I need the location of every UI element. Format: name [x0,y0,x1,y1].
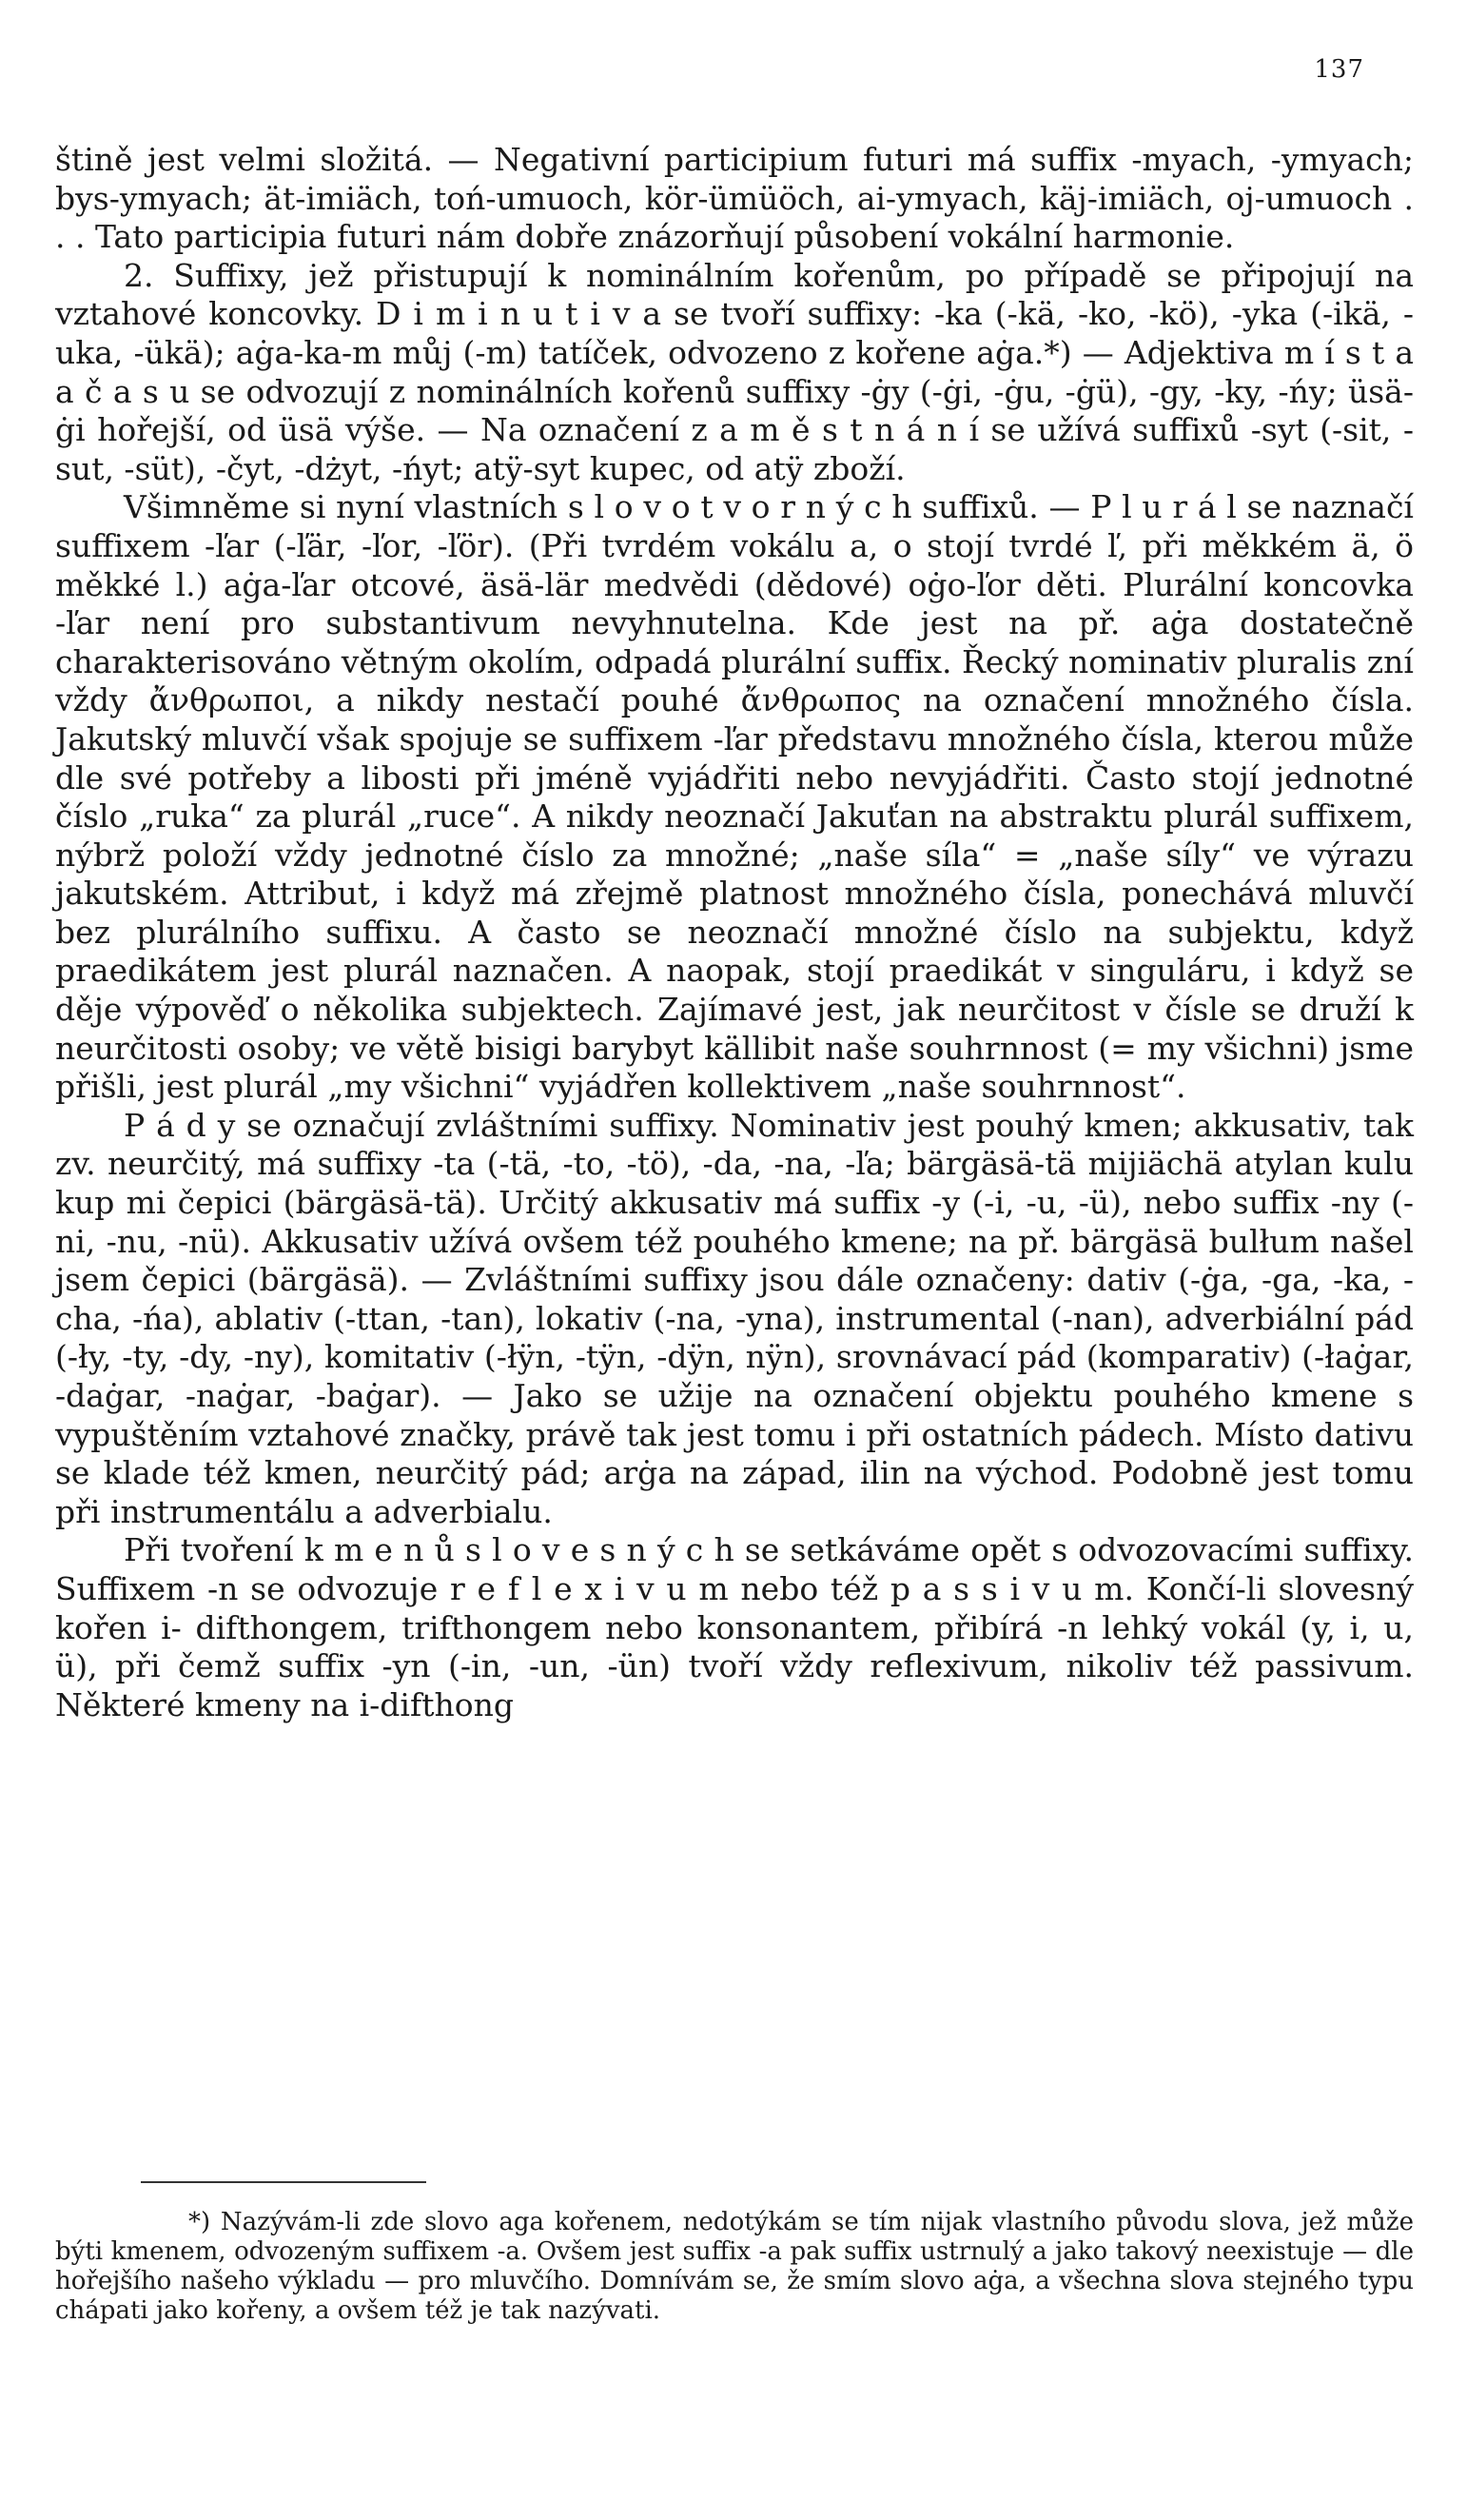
page-number: 137 [1314,55,1364,84]
paragraph-4: P á d y se označují zvláštními suffixy. Nominativ jest pouhý kmen; akkusativ, tak zv. neurčitý, má suffixy -ta (-tä, -to, -tö), -da, -na, -ľa; bärgäsä-tä mijiächä atylan kulu kup mi čepici (bärgäsä-tä). Určitý akkusativ má suffix -y (-i, -u, -ü), nebo suffix -ny (-ni, -nu, -nü). Akkusativ užívá ovšem též pouhého kmene; na př. bärgäsä bulłum našel jsem čepici (bärgäsä). — Zvláštními suffixy jsou dále označeny: dativ (-ġa, -ga, -ka, -cha, -ńa), ablativ (-ttan, -tan), lokativ (-na, -yna), instrumental (-nan), adverbiální pád (-ły, -ty, -dy, -ny), komitativ (-łÿn, -tÿn, -dÿn, nÿn), srovnávací pád (komparativ) (-łaġar, -daġar, -naġar, -baġar). — Jako se užije na označení objektu pouhého kmene s vypuštěním vztahové značky, právě tak jest tomu i při ostatních pádech. Místo dativu se klade též kmen, neurčitý pád; arġa na západ, ilin na východ. Podobně jest tomu při instrumentálu a adverbialu. [55,1106,1414,1530]
paragraph-1: štině jest velmi složitá. — Negativní participium futuri má suffix -myach, -ymyach; bys-ymyach; ät-imiäch, toń-umuoch, kör-ümüöch, ai-ymyach, käj-imiäch, oj-umuoch . . . Tato participia futuri nám dobře znázorňují působení vokální harmonie. [55,141,1414,256]
footnote-divider [141,2181,426,2183]
footnote: *) Nazývám-li zde slovo aga kořenem, nedotýkám se tím nijak vlastního původu slova, jež může býti kmenem, odvozeným suffixem -a. Ovšem jest suffix -a pak suffix ustrnulý a jako takový neexistuje — dle hořejšího našeho výkladu — pro mluvčího. Domnívám se, že smím slovo aġa, a všechna slova stejného typu chápati jako kořeny, a ovšem též je tak nazývati. [55,2208,1414,2325]
main-text [55,141,1414,1724]
paragraph-2: 2. Suffixy, jež přistupují k nominálním kořenům, po případě se připojují na vztahové koncovky. D i m i n u t i v a se tvoří suffixy: -ka (-kä, -ko, -kö), -yka (-ikä, -uka, -ükä); aġa-ka-m můj (-m) tatíček, odvozeno z kořene aġa.*) — Adjektiva m í s t a a č a s u se odvozují z nominálních kořenů suffixy -ġy (-ġi, -ġu, -ġü), -gy, -ky, -ńy; üsä-ġi hořejší, od üsä výše. — Na označení z a m ě s t n á n í se užívá suffixů -syt (-sit, -sut, -süt), -čyt, -dżyt, -ńyt; atÿ-syt kupec, od atÿ zboží. [55,256,1414,487]
paragraph-5: Při tvoření k m e n ů s l o v e s n ý c h se setkáváme opět s odvozovacími suffixy. Suffixem -n se odvozuje r e f l e x i v u m nebo též p a s s i v u m. Končí-li slovesný kořen i- difthongem, trifthongem nebo konsonantem, přibírá -n lehký vokál (y, i, u, ü), při čemž suffix -yn (-in, -un, -ün) tvoří vždy reflexivum, nikoliv též passivum. Některé kmeny na i-difthong [55,1531,1414,1723]
footnotes [55,2208,1414,2326]
paragraph-3: Všimněme si nyní vlastních s l o v o t v o r n ý c h suffixů. — P l u r á l se naznačí suffixem -ľar (-ľär, -ľor, -ľör). (Při tvrdém vokálu a, o stojí tvrdé ľ, při měkkém ä, ö měkké l.) aġa-ľar otcové, äsä-lär medvědi (dědové) oġo-ľor děti. Plurální koncovka -ľar není pro substantivum nevyhnutelna. Kde jest na př. aġa dostatečně charakterisováno větným okolím, odpadá plurální suffix. Řecký nominativ pluralis zní vždy ἄνθρωποι, a nikdy nestačí pouhé ἄνθρωπος na označení množného čísla. Jakutský mluvčí však spojuje se suffixem -ľar představu množného čísla, kterou může dle své potřeby a libosti při jméně vyjádřiti nebo nevyjádřiti. Často stojí jednotné číslo „ruka“ za plurál „ruce“. A nikdy neoznačí Jakuťan na abstraktu plurál suffixem, nýbrž položí vždy jednotné číslo za množné; „naše síla“ = „naše síly“ ve výrazu jakutském. Attribut, i když má zřejmě platnost množného čísla, ponechává mluvčí bez plurálního suffixu. A často se neoznačí množné číslo na subjektu, když praedikátem jest plurál naznačen. A naopak, stojí praedikát v singuláru, i když se děje výpověď o několika subjektech. Zajímavé jest, jak neurčitost v čísle se druží k neurčitosti osoby; ve větě bisigi barybyt källibit naše souhrnnost (= my všichni) jsme přišli, jest plurál „my všichni“ vyjádřen kollektivem „naše souhrnnost“. [55,488,1414,1106]
